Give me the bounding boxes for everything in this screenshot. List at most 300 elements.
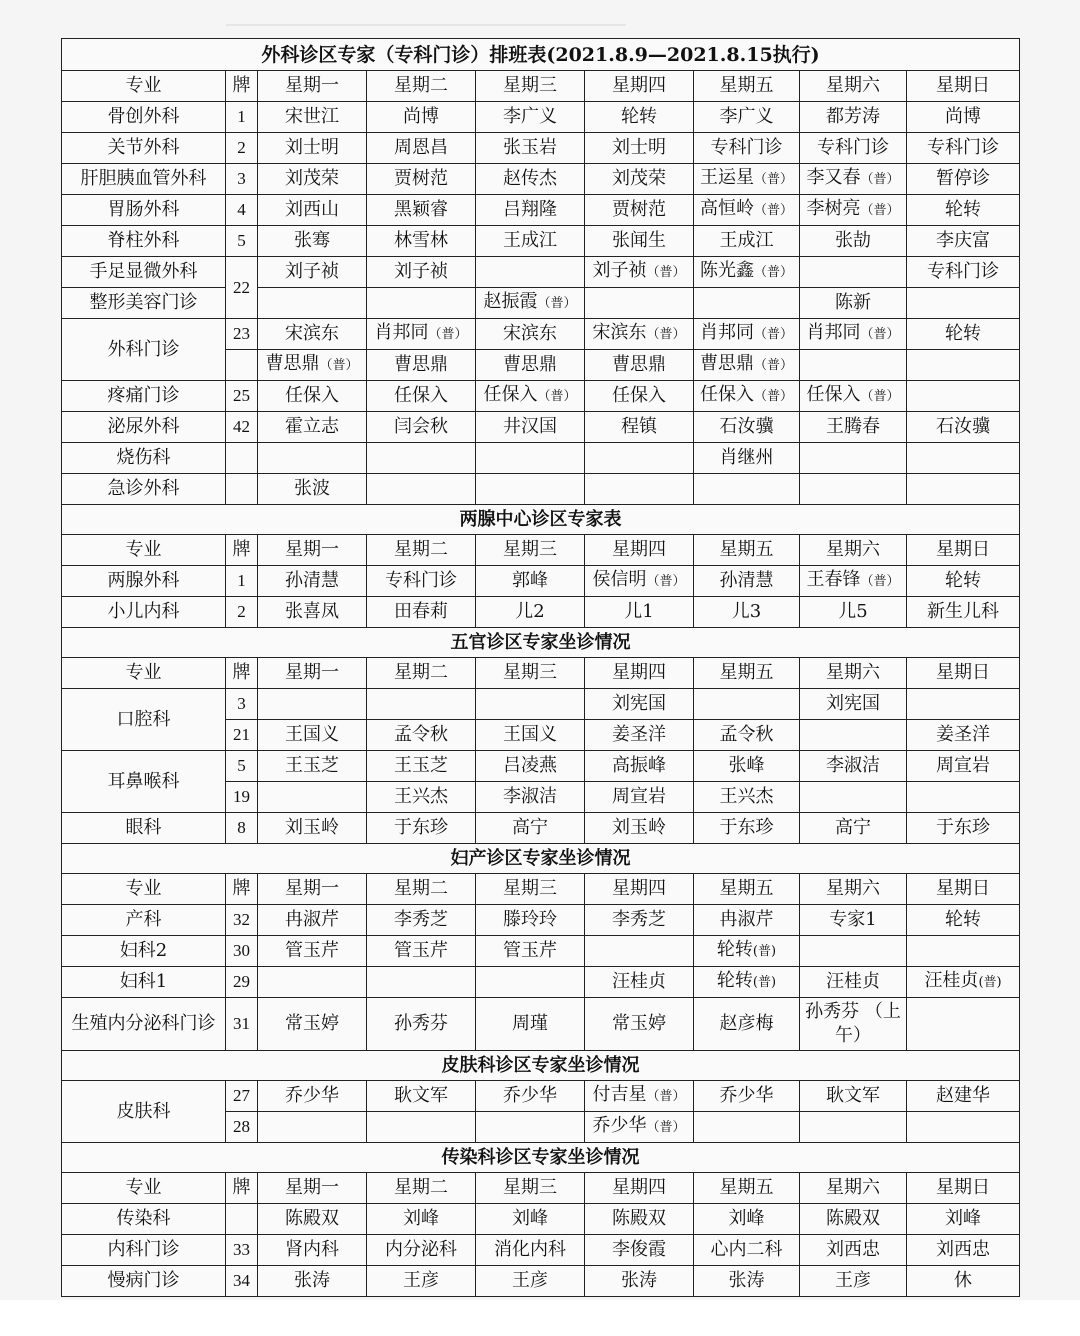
dept-cell: 烧伤科 bbox=[62, 443, 226, 474]
doctor-cell bbox=[585, 1081, 694, 1112]
doctor-cell: 乔少华 bbox=[258, 1081, 367, 1112]
header-cell: 牌 bbox=[226, 874, 258, 905]
doctor-cell: 周宣岩 bbox=[585, 782, 694, 813]
doctor-cell: 周瑾 bbox=[476, 998, 585, 1051]
doctor-cell bbox=[694, 164, 800, 195]
doctor-cell bbox=[258, 967, 367, 998]
dept-cell: 两腺外科 bbox=[62, 566, 226, 597]
table-row bbox=[62, 412, 1020, 443]
general-clinic-mark: (普) bbox=[752, 975, 777, 990]
doctor-cell bbox=[585, 474, 694, 505]
doctor-cell bbox=[907, 998, 1020, 1051]
doctor-name: 刘子祯 bbox=[592, 260, 647, 281]
doctor-name: 宋滨东 bbox=[592, 322, 647, 343]
doctor-cell: 李淑洁 bbox=[476, 782, 585, 813]
doctor-name: 肖邦同 bbox=[374, 322, 429, 343]
header-cell: 牌 bbox=[226, 535, 258, 566]
doctor-cell: 郭峰 bbox=[476, 566, 585, 597]
table-row bbox=[62, 967, 1020, 998]
doctor-cell bbox=[258, 443, 367, 474]
general-clinic-mark: （普） bbox=[753, 172, 793, 187]
doctor-cell bbox=[907, 350, 1020, 381]
header-cell: 专业 bbox=[62, 658, 226, 689]
schedule-table bbox=[61, 38, 1020, 1297]
section-row bbox=[62, 505, 1020, 535]
doctor-cell: 滕玲玲 bbox=[476, 905, 585, 936]
header-cell: 专业 bbox=[62, 874, 226, 905]
doctor-cell: 张涛 bbox=[258, 1266, 367, 1297]
doctor-name: 陈光鑫 bbox=[699, 260, 754, 281]
doctor-cell: 于东珍 bbox=[694, 813, 800, 844]
header-cell: 星期日 bbox=[907, 1173, 1020, 1204]
doctor-cell bbox=[907, 288, 1020, 319]
doctor-cell: 宋世江 bbox=[258, 102, 367, 133]
doctor-cell: 吕翔隆 bbox=[476, 195, 585, 226]
table-row bbox=[62, 102, 1020, 133]
doctor-cell: 任保入 bbox=[585, 381, 694, 412]
header-cell: 星期六 bbox=[800, 535, 907, 566]
doctor-cell: 新生儿科 bbox=[907, 597, 1020, 628]
header-cell: 星期三 bbox=[476, 658, 585, 689]
doctor-cell: 刘西山 bbox=[258, 195, 367, 226]
table-row bbox=[62, 288, 1020, 319]
doctor-cell: 田春莉 bbox=[367, 597, 476, 628]
doctor-cell: 轮转 bbox=[907, 319, 1020, 350]
doctor-cell bbox=[585, 936, 694, 967]
general-clinic-mark: （普） bbox=[753, 389, 793, 404]
header-cell: 星期一 bbox=[258, 1173, 367, 1204]
doctor-cell: 专科门诊 bbox=[907, 133, 1020, 164]
doctor-name: 李又春 bbox=[806, 167, 861, 188]
schedule-sheet bbox=[61, 38, 1019, 1297]
dept-cell: 传染科 bbox=[62, 1204, 226, 1235]
header-cell: 牌 bbox=[226, 71, 258, 102]
table-row bbox=[62, 195, 1020, 226]
header-cell: 星期五 bbox=[694, 1173, 800, 1204]
doctor-cell: 任保入 bbox=[367, 381, 476, 412]
doctor-cell bbox=[800, 319, 907, 350]
doctor-cell: 曹思鼎 bbox=[476, 350, 585, 381]
general-clinic-mark: （普） bbox=[646, 327, 686, 342]
dept-cell: 耳鼻喉科 bbox=[62, 751, 226, 813]
doctor-cell bbox=[476, 967, 585, 998]
board-cell bbox=[226, 474, 258, 505]
doctor-cell: 刘西忠 bbox=[800, 1235, 907, 1266]
doctor-name: 任保入 bbox=[699, 384, 754, 405]
header-cell: 专业 bbox=[62, 1173, 226, 1204]
table-row bbox=[62, 381, 1020, 412]
board-cell: 19 bbox=[226, 782, 258, 813]
doctor-cell: 高宁 bbox=[800, 813, 907, 844]
doctor-cell bbox=[907, 936, 1020, 967]
section-title: 妇产诊区专家坐诊情况 bbox=[62, 844, 1020, 874]
doctor-cell: 刘士明 bbox=[585, 133, 694, 164]
doctor-cell: 高振峰 bbox=[585, 751, 694, 782]
header-cell: 星期二 bbox=[367, 1173, 476, 1204]
header-cell: 星期一 bbox=[258, 535, 367, 566]
doctor-cell bbox=[476, 474, 585, 505]
doctor-cell bbox=[367, 474, 476, 505]
doctor-cell bbox=[476, 381, 585, 412]
doctor-cell: 暂停诊 bbox=[907, 164, 1020, 195]
dept-cell: 骨创外科 bbox=[62, 102, 226, 133]
general-clinic-mark: （普） bbox=[860, 172, 900, 187]
doctor-cell bbox=[800, 381, 907, 412]
table-row bbox=[62, 566, 1020, 597]
doctor-cell: 孙秀芬 （上午） bbox=[800, 998, 907, 1051]
doctor-cell bbox=[800, 474, 907, 505]
doctor-name: 任保入 bbox=[806, 384, 861, 405]
doctor-cell: 儿1 bbox=[585, 597, 694, 628]
doctor-cell: 张喜凤 bbox=[258, 597, 367, 628]
doctor-cell: 王彦 bbox=[476, 1266, 585, 1297]
board-cell bbox=[226, 443, 258, 474]
doctor-cell: 井汉国 bbox=[476, 412, 585, 443]
doctor-name: 侯信明 bbox=[592, 569, 647, 590]
doctor-cell: 赵传杰 bbox=[476, 164, 585, 195]
general-clinic-mark: （普） bbox=[646, 1120, 686, 1135]
doctor-cell bbox=[694, 257, 800, 288]
dept-cell: 疼痛门诊 bbox=[62, 381, 226, 412]
bottom-margin bbox=[0, 1300, 1080, 1336]
board-cell: 1 bbox=[226, 566, 258, 597]
doctor-cell: 张玉岩 bbox=[476, 133, 585, 164]
doctor-cell: 刘峰 bbox=[367, 1204, 476, 1235]
doctor-cell: 刘峰 bbox=[907, 1204, 1020, 1235]
general-clinic-mark: （普） bbox=[753, 265, 793, 280]
dept-cell: 口腔科 bbox=[62, 689, 226, 751]
doctor-name: 王春锋 bbox=[806, 569, 861, 590]
doctor-cell bbox=[476, 689, 585, 720]
doctor-cell: 于东珍 bbox=[907, 813, 1020, 844]
doctor-cell: 陈殿双 bbox=[585, 1204, 694, 1235]
doctor-cell: 管玉芹 bbox=[476, 936, 585, 967]
doctor-cell: 张峰 bbox=[694, 751, 800, 782]
doctor-cell bbox=[258, 782, 367, 813]
board-cell: 5 bbox=[226, 751, 258, 782]
doctor-name: 肖邦同 bbox=[699, 322, 754, 343]
doctor-cell: 李淑洁 bbox=[800, 751, 907, 782]
general-clinic-mark: （普） bbox=[753, 358, 793, 373]
header-row bbox=[62, 874, 1020, 905]
doctor-cell: 专家1 bbox=[800, 905, 907, 936]
doctor-cell bbox=[585, 319, 694, 350]
doctor-cell bbox=[694, 319, 800, 350]
board-cell: 2 bbox=[226, 133, 258, 164]
doctor-cell: 王腾春 bbox=[800, 412, 907, 443]
section-row bbox=[62, 1051, 1020, 1081]
doctor-cell bbox=[367, 967, 476, 998]
doctor-cell: 尚博 bbox=[907, 102, 1020, 133]
header-row bbox=[62, 71, 1020, 102]
general-clinic-mark: （普） bbox=[428, 327, 468, 342]
board-cell: 33 bbox=[226, 1235, 258, 1266]
doctor-cell: 吕凌燕 bbox=[476, 751, 585, 782]
header-cell: 星期一 bbox=[258, 658, 367, 689]
header-cell: 星期日 bbox=[907, 874, 1020, 905]
header-cell: 星期日 bbox=[907, 535, 1020, 566]
doctor-cell bbox=[907, 381, 1020, 412]
doctor-cell bbox=[800, 195, 907, 226]
header-cell: 星期三 bbox=[476, 535, 585, 566]
doctor-cell: 肾内科 bbox=[258, 1235, 367, 1266]
table-row bbox=[62, 905, 1020, 936]
doctor-cell: 轮转 bbox=[907, 566, 1020, 597]
doctor-cell bbox=[694, 288, 800, 319]
table-row bbox=[62, 164, 1020, 195]
doctor-cell: 王玉芝 bbox=[367, 751, 476, 782]
doctor-cell: 张骞 bbox=[258, 226, 367, 257]
header-cell: 星期六 bbox=[800, 658, 907, 689]
header-cell: 星期四 bbox=[585, 535, 694, 566]
page-title: 外科诊区专家（专科门诊）排班表(2021.8.9—2021.8.15执行) bbox=[62, 39, 1020, 71]
doctor-cell: 刘茂荣 bbox=[585, 164, 694, 195]
section-title: 五官诊区专家坐诊情况 bbox=[62, 628, 1020, 658]
doctor-cell: 曹思鼎 bbox=[585, 350, 694, 381]
doctor-cell: 管玉芹 bbox=[258, 936, 367, 967]
doctor-cell: 专科门诊 bbox=[800, 133, 907, 164]
general-clinic-mark: （普） bbox=[319, 358, 359, 373]
doctor-cell: 耿文军 bbox=[800, 1081, 907, 1112]
dept-cell: 慢病门诊 bbox=[62, 1266, 226, 1297]
doctor-cell bbox=[367, 319, 476, 350]
doctor-cell: 赵彦梅 bbox=[694, 998, 800, 1051]
title-row bbox=[62, 39, 1020, 71]
dept-cell: 肝胆胰血管外科 bbox=[62, 164, 226, 195]
header-row bbox=[62, 535, 1020, 566]
doctor-name: 赵振霞 bbox=[483, 291, 538, 312]
doctor-cell: 内分泌科 bbox=[367, 1235, 476, 1266]
header-cell: 星期三 bbox=[476, 1173, 585, 1204]
doctor-name: 高恒岭 bbox=[699, 198, 754, 219]
board-cell: 5 bbox=[226, 226, 258, 257]
board-cell: 3 bbox=[226, 689, 258, 720]
doctor-cell: 张闻生 bbox=[585, 226, 694, 257]
doctor-cell: 李广义 bbox=[476, 102, 585, 133]
table-row bbox=[62, 1081, 1020, 1112]
dept-cell: 小儿内科 bbox=[62, 597, 226, 628]
doctor-cell: 肖继州 bbox=[694, 443, 800, 474]
doctor-cell: 专科门诊 bbox=[694, 133, 800, 164]
doctor-cell: 张波 bbox=[258, 474, 367, 505]
doctor-cell bbox=[367, 689, 476, 720]
header-cell: 牌 bbox=[226, 1173, 258, 1204]
general-clinic-mark: （普） bbox=[860, 389, 900, 404]
header-cell: 星期二 bbox=[367, 535, 476, 566]
board-cell: 21 bbox=[226, 720, 258, 751]
doctor-cell: 张涛 bbox=[694, 1266, 800, 1297]
dept-cell: 关节外科 bbox=[62, 133, 226, 164]
board-cell: 1 bbox=[226, 102, 258, 133]
doctor-cell bbox=[800, 257, 907, 288]
doctor-cell: 石汝骥 bbox=[694, 412, 800, 443]
doctor-cell: 陈殿双 bbox=[800, 1204, 907, 1235]
table-row bbox=[62, 1235, 1020, 1266]
doctor-cell bbox=[907, 474, 1020, 505]
dept-cell: 脊柱外科 bbox=[62, 226, 226, 257]
doctor-cell: 王成江 bbox=[476, 226, 585, 257]
doctor-cell: 陈新 bbox=[800, 288, 907, 319]
doctor-cell bbox=[800, 566, 907, 597]
doctor-cell: 周恩昌 bbox=[367, 133, 476, 164]
board-cell: 27 bbox=[226, 1081, 258, 1112]
board-cell: 29 bbox=[226, 967, 258, 998]
header-cell: 星期二 bbox=[367, 658, 476, 689]
header-cell: 星期三 bbox=[476, 874, 585, 905]
general-clinic-mark: （普） bbox=[753, 327, 793, 342]
header-cell: 星期四 bbox=[585, 658, 694, 689]
dept-cell: 整形美容门诊 bbox=[62, 288, 226, 319]
doctor-cell: 李秀芝 bbox=[367, 905, 476, 936]
dept-cell: 妇科1 bbox=[62, 967, 226, 998]
header-cell: 星期二 bbox=[367, 874, 476, 905]
header-cell: 星期四 bbox=[585, 71, 694, 102]
doctor-cell: 汪桂贞 bbox=[585, 967, 694, 998]
doctor-cell: 乔少华 bbox=[476, 1081, 585, 1112]
doctor-cell: 贾树范 bbox=[367, 164, 476, 195]
general-clinic-mark: （普） bbox=[537, 389, 577, 404]
table-row bbox=[62, 1266, 1020, 1297]
board-cell bbox=[226, 1204, 258, 1235]
doctor-cell: 程镇 bbox=[585, 412, 694, 443]
doctor-cell: 刘宪国 bbox=[585, 689, 694, 720]
doctor-cell: 曹思鼎 bbox=[367, 350, 476, 381]
doctor-cell: 刘茂荣 bbox=[258, 164, 367, 195]
table-row bbox=[62, 257, 1020, 288]
doctor-cell bbox=[694, 381, 800, 412]
doctor-cell bbox=[694, 936, 800, 967]
doctor-cell: 冉淑芹 bbox=[258, 905, 367, 936]
section-row bbox=[62, 1143, 1020, 1173]
board-cell: 8 bbox=[226, 813, 258, 844]
doctor-name: 曹思鼎 bbox=[699, 353, 754, 374]
header-cell: 星期五 bbox=[694, 658, 800, 689]
header-cell: 星期六 bbox=[800, 874, 907, 905]
dept-cell: 皮肤科 bbox=[62, 1081, 226, 1143]
doctor-cell bbox=[800, 782, 907, 813]
header-cell: 星期日 bbox=[907, 71, 1020, 102]
doctor-cell: 消化内科 bbox=[476, 1235, 585, 1266]
doctor-name: 王运星 bbox=[699, 167, 754, 188]
doctor-cell: 管玉芹 bbox=[367, 936, 476, 967]
general-clinic-mark: (普) bbox=[978, 975, 1002, 990]
doctor-cell: 孙清慧 bbox=[258, 566, 367, 597]
doctor-cell bbox=[694, 1112, 800, 1143]
doctor-cell: 刘士明 bbox=[258, 133, 367, 164]
doctor-cell bbox=[367, 443, 476, 474]
dept-cell: 妇科2 bbox=[62, 936, 226, 967]
doctor-cell bbox=[800, 350, 907, 381]
doctor-cell: 儿2 bbox=[476, 597, 585, 628]
doctor-cell: 闫会秋 bbox=[367, 412, 476, 443]
dept-cell: 胃肠外科 bbox=[62, 195, 226, 226]
doctor-cell: 宋滨东 bbox=[476, 319, 585, 350]
doctor-cell: 贾树范 bbox=[585, 195, 694, 226]
doctor-cell: 刘玉岭 bbox=[258, 813, 367, 844]
table-row bbox=[62, 319, 1020, 350]
doctor-cell: 霍立志 bbox=[258, 412, 367, 443]
doctor-cell: 刘玉岭 bbox=[585, 813, 694, 844]
section-title: 皮肤科诊区专家坐诊情况 bbox=[62, 1051, 1020, 1081]
doctor-name: 肖邦同 bbox=[806, 322, 861, 343]
doctor-cell: 周宣岩 bbox=[907, 751, 1020, 782]
dept-cell: 手足显微外科 bbox=[62, 257, 226, 288]
table-row bbox=[62, 1204, 1020, 1235]
board-cell: 34 bbox=[226, 1266, 258, 1297]
header-cell: 星期五 bbox=[694, 71, 800, 102]
doctor-cell: 王国义 bbox=[258, 720, 367, 751]
header-cell: 星期四 bbox=[585, 1173, 694, 1204]
doctor-cell bbox=[476, 443, 585, 474]
doctor-cell bbox=[585, 443, 694, 474]
doctor-cell bbox=[694, 350, 800, 381]
table-row bbox=[62, 936, 1020, 967]
doctor-cell: 李广义 bbox=[694, 102, 800, 133]
header-cell: 星期三 bbox=[476, 71, 585, 102]
doctor-cell: 张劼 bbox=[800, 226, 907, 257]
header-cell: 星期一 bbox=[258, 874, 367, 905]
header-row bbox=[62, 658, 1020, 689]
doctor-cell: 刘宪国 bbox=[800, 689, 907, 720]
header-cell: 星期日 bbox=[907, 658, 1020, 689]
doctor-cell bbox=[907, 967, 1020, 998]
general-clinic-mark: （普） bbox=[646, 1089, 686, 1104]
doctor-cell: 林雪林 bbox=[367, 226, 476, 257]
general-clinic-mark: （普） bbox=[646, 574, 686, 589]
header-cell: 星期六 bbox=[800, 1173, 907, 1204]
doctor-name: 轮转 bbox=[716, 939, 753, 960]
doctor-cell: 耿文军 bbox=[367, 1081, 476, 1112]
doctor-cell bbox=[800, 443, 907, 474]
doctor-cell: 汪桂贞 bbox=[800, 967, 907, 998]
board-cell bbox=[226, 350, 258, 381]
general-clinic-mark: (普) bbox=[752, 944, 777, 959]
header-cell: 星期五 bbox=[694, 874, 800, 905]
doctor-cell: 休 bbox=[907, 1266, 1020, 1297]
header-cell: 星期六 bbox=[800, 71, 907, 102]
doctor-name: 曹思鼎 bbox=[265, 353, 320, 374]
doctor-cell: 轮转 bbox=[907, 905, 1020, 936]
doctor-cell: 李俊霞 bbox=[585, 1235, 694, 1266]
doctor-cell: 儿3 bbox=[694, 597, 800, 628]
doctor-cell: 乔少华 bbox=[694, 1081, 800, 1112]
doctor-cell: 李庆富 bbox=[907, 226, 1020, 257]
doctor-cell: 王彦 bbox=[800, 1266, 907, 1297]
doctor-cell: 李秀芝 bbox=[585, 905, 694, 936]
general-clinic-mark: （普） bbox=[860, 203, 900, 218]
doctor-cell bbox=[694, 967, 800, 998]
general-clinic-mark: （普） bbox=[646, 265, 686, 280]
doctor-cell: 孟令秋 bbox=[694, 720, 800, 751]
board-cell: 32 bbox=[226, 905, 258, 936]
table-row bbox=[62, 813, 1020, 844]
header-cell: 星期四 bbox=[585, 874, 694, 905]
board-cell: 25 bbox=[226, 381, 258, 412]
dept-cell: 眼科 bbox=[62, 813, 226, 844]
board-cell: 2 bbox=[226, 597, 258, 628]
dept-cell: 泌尿外科 bbox=[62, 412, 226, 443]
section-row bbox=[62, 628, 1020, 658]
doctor-cell: 专科门诊 bbox=[367, 566, 476, 597]
doctor-cell: 孙秀芬 bbox=[367, 998, 476, 1051]
dept-cell: 外科门诊 bbox=[62, 319, 226, 381]
section-title: 两腺中心诊区专家表 bbox=[62, 505, 1020, 535]
board-cell: 4 bbox=[226, 195, 258, 226]
general-clinic-mark: （普） bbox=[753, 203, 793, 218]
doctor-cell: 冉淑芹 bbox=[694, 905, 800, 936]
dept-cell: 生殖内分泌科门诊 bbox=[62, 998, 226, 1051]
board-cell: 42 bbox=[226, 412, 258, 443]
